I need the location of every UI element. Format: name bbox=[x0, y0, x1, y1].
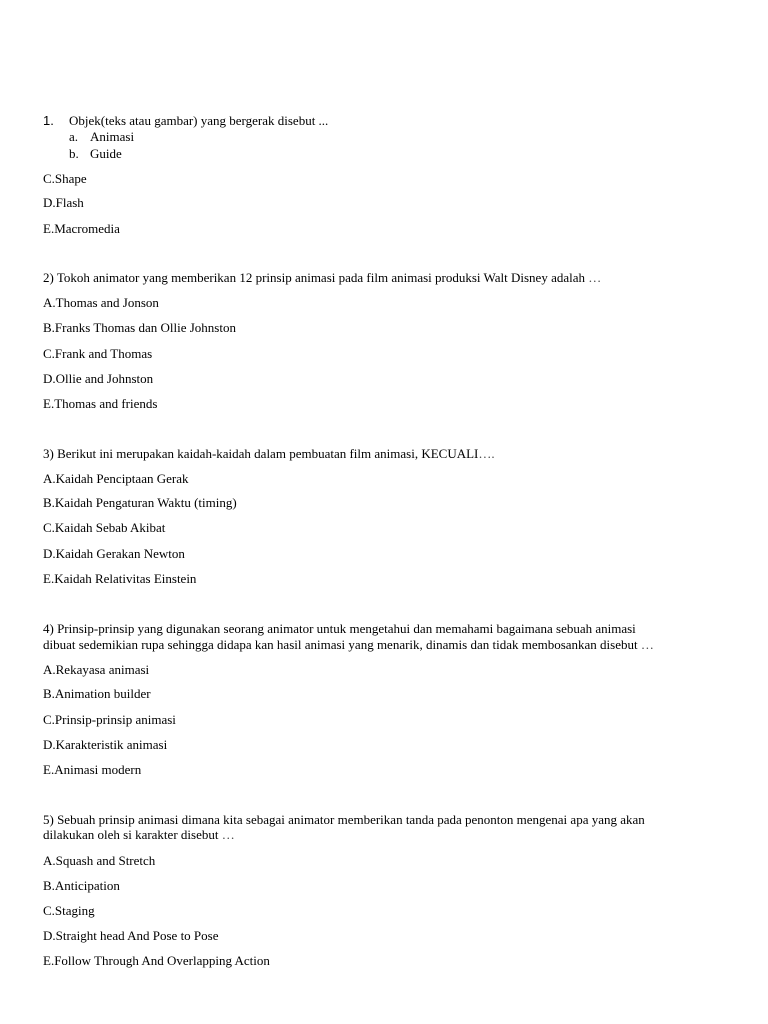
q4-question-line2 bbox=[43, 637, 654, 652]
q3-option-e: E.Kaidah Relativitas Einstein bbox=[43, 571, 197, 586]
q2-question bbox=[43, 270, 601, 285]
q3-option-c: C.Kaidah Sebab Akibat bbox=[43, 520, 166, 535]
q5-question-line1: 5) Sebuah prinsip animasi dimana kita sebagai animator memberikan tanda pada penonton mengenai apa yang akan bbox=[43, 812, 645, 827]
q2-option-d: D.Ollie and Johnston bbox=[43, 371, 154, 386]
q3-option-b: B.Kaidah Pengaturan Waktu (timing) bbox=[43, 495, 237, 510]
q3-option-a: A.Kaidah Penciptaan Gerak bbox=[43, 471, 189, 486]
q2-option-e: E.Thomas and friends bbox=[43, 396, 158, 411]
q2-option-c: C.Frank and Thomas bbox=[43, 346, 153, 361]
q2-ellipsis: … bbox=[588, 270, 602, 285]
q1-question-text: Objek(teks atau gambar) yang bergerak disebut ... bbox=[69, 113, 329, 128]
q4-ellipsis: … bbox=[640, 637, 654, 652]
q3-question-text: 3) Berikut ini merupakan kaidah-kaidah dalam pembuatan film animasi, KECUALI bbox=[43, 446, 479, 461]
q4-option-b: B.Animation builder bbox=[43, 686, 151, 701]
q4-option-c: C.Prinsip-prinsip animasi bbox=[43, 712, 176, 727]
q4-option-a: A.Rekayasa animasi bbox=[43, 662, 150, 677]
q1-option-c: C.Shape bbox=[43, 171, 87, 186]
q5-option-d: D.Straight head And Pose to Pose bbox=[43, 928, 219, 943]
q2-question-text: 2) Tokoh animator yang memberikan 12 prinsip animasi pada film animasi produksi Walt Disney adalah bbox=[43, 270, 586, 285]
q5-question-text-line2: dilakukan oleh si karakter disebut bbox=[43, 827, 219, 842]
q5-option-a: A.Squash and Stretch bbox=[43, 853, 156, 868]
q5-ellipsis: … bbox=[221, 827, 235, 842]
q2-option-a: A.Thomas and Jonson bbox=[43, 295, 159, 310]
q3-ellipsis: …. bbox=[478, 446, 495, 461]
q1-option-d: D.Flash bbox=[43, 195, 84, 210]
q5-option-e: E.Follow Through And Overlapping Action bbox=[43, 953, 270, 968]
q5-question-line2 bbox=[43, 827, 235, 842]
q4-option-e: E.Animasi modern bbox=[43, 762, 142, 777]
q1-number: 1. bbox=[43, 113, 54, 128]
q3-question bbox=[43, 446, 495, 461]
q5-option-b: B.Anticipation bbox=[43, 878, 120, 893]
q4-question-text-line2: dibuat sedemikian rupa sehingga didapa kan hasil animasi yang menarik, dinamis dan tidak membosankan disebut bbox=[43, 637, 638, 652]
q3-option-d: D.Kaidah Gerakan Newton bbox=[43, 546, 185, 561]
q1-option-e: E.Macromedia bbox=[43, 221, 120, 236]
q4-option-d: D.Karakteristik animasi bbox=[43, 737, 168, 752]
q1-sub-option-a-letter: a. bbox=[69, 129, 79, 144]
q4-question-line1: 4) Prinsip-prinsip yang digunakan seorang animator untuk mengetahui dan memahami bagaimana sebuah animasi bbox=[43, 621, 636, 636]
q5-option-c: C.Staging bbox=[43, 903, 95, 918]
q1-sub-option-b-letter: b. bbox=[69, 146, 79, 161]
q1-sub-option-b-text: Guide bbox=[90, 146, 122, 161]
q2-option-b: B.Franks Thomas dan Ollie Johnston bbox=[43, 320, 236, 335]
q1-sub-option-a-text: Animasi bbox=[90, 129, 135, 144]
